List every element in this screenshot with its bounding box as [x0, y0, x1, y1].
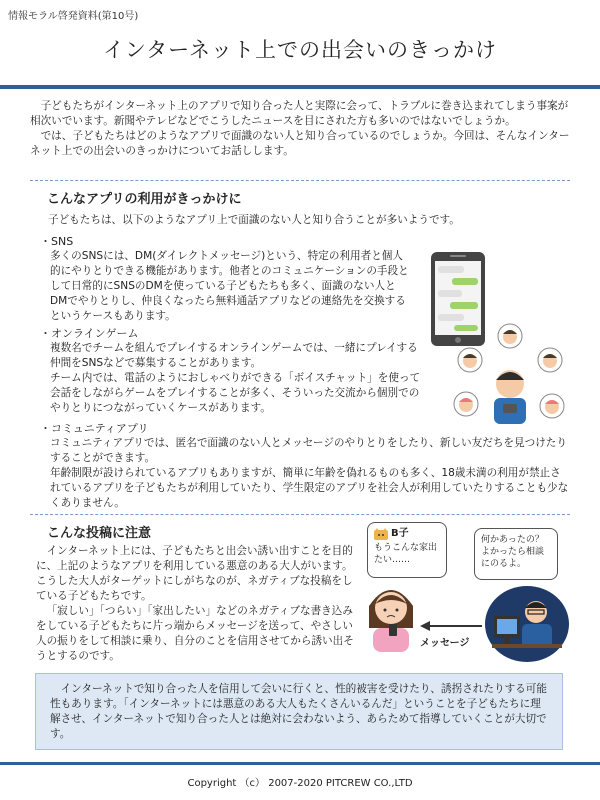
title-divider — [0, 85, 600, 89]
girl-with-phone-icon — [363, 580, 419, 652]
online-game-paragraph-2: チーム内では、電話のようにおしゃべりができる「ボイスチャット」を使って会話をしながらゲームをプレイすることが多く、そういった交流から個別でのやりとりにつながっていくケースがあります。 — [50, 372, 421, 414]
message-arrow-icon — [418, 620, 484, 632]
man-at-computer-icon — [484, 582, 570, 664]
bullet-community-app: ・コミュニティアプリ — [40, 422, 149, 435]
sns-description — [50, 249, 412, 324]
posts-paragraph-1: インターネット上には、子どもたちと出会い誘い出すことを目的に、上記のようなアプリを利用している悪意のある大人がいます。こうした大人がターゲットにしがちなのが、ネガティブな投稿をしている子どもたちです。 — [36, 545, 353, 602]
online-game-description — [50, 341, 428, 416]
posts-paragraph-2: 「寂しい」「つらい」「家出したい」などのネガティブな書き込みをしている子どもたちに片っ端からメッセージを送って、やさしい人の振りをして相談に乗り、自分のことを信用させてから誘い出そうとするのです。 — [36, 605, 354, 662]
bullet-sns: ・SNS — [40, 235, 74, 248]
community-app-paragraph-2: 年齢制限が設けられているアプリもありますが、簡単に年齢を偽れるものも多く、18歳未満の利用が禁止されているアプリを子どもたちが利用していたり、学生限定のアプリを社会人が利用していたりすることも少なくありません。 — [50, 467, 569, 509]
footer-divider — [0, 762, 600, 765]
message-label: メッセージ — [420, 638, 470, 649]
cat-avatar-icon — [374, 528, 388, 540]
intro-paragraph-2: では、子どもたちはどのようなアプリで面識のない人と知り合っているのでしょうか。今回は、そんなインターネット上での出会いのきっかけについてお話しします。 — [30, 130, 570, 157]
online-game-players-icon — [448, 322, 574, 430]
section-divider — [30, 514, 570, 515]
community-app-paragraph-1: コミュニティアプリでは、匿名で面識のない人とメッセージのやりとりをしたり、新しい友だちを見つけたりすることができます。 — [50, 437, 567, 464]
intro-text — [30, 99, 570, 159]
reply-callout: 何かあったの？よかったら相談にのるよ。 — [474, 528, 558, 580]
section-lead: 子どもたちは、以下のようなアプリ上で面識のない人と知り合うことが多いようです。 — [48, 214, 460, 226]
post-callout — [367, 522, 447, 578]
footer-copyright: Copyright （c） 2007-2020 PITCREW CO.,LTD — [187, 778, 413, 789]
section-heading-apps: こんなアプリの利用がきっかけに — [47, 192, 242, 207]
intro-paragraph-1: 子どもたちがインターネット上のアプリで知り合った人と実際に会って、トラブルに巻き込まれてしまう事案が相次いでいます。新聞やテレビなどでこうしたニュースを目にされた方も多いのではないでしょうか。 — [30, 100, 569, 127]
community-app-description — [50, 436, 570, 511]
sns-paragraph: 多くのSNSには、DM(ダイレクトメッセージ)という、特定の利用者と個人的にやりとりできる機能があります。他者とのコミュニケーションの手段として日常的にSNSのDMを使っている子どもたちも多く、面識のない人とDMでやりとりし、仲良くなったら無料通話アプリなどの連絡先を交換するというケースもあります。 — [50, 250, 409, 322]
section-divider — [30, 180, 570, 181]
posts-text — [36, 544, 354, 664]
note-box — [35, 673, 563, 750]
post-text: もうこんな家出たい…… — [374, 543, 438, 565]
page-title: インターネット上での出会いのきっかけ — [102, 38, 498, 62]
note-text: インターネットで知り合った人を信用して会いに行くと、性的被害を受けたり、誘拐されたりする可能性もあります。「インターネットには悪意のある大人もたくさんいるんだ」ということを子どもたちに理解させ、インターネットで知り合った人とは絶対に会わないよう、あらためて指導していくことが大切です。 — [50, 683, 547, 740]
bullet-online-game: ・オンラインゲーム — [40, 327, 139, 340]
series-label: 情報モラル啓発資料(第10号) — [8, 11, 139, 22]
online-game-paragraph-1: 複数名でチームを組んでプレイするオンラインゲームでは、一緒にプレイする仲間をSNSなどで募集することがあります。 — [50, 342, 418, 369]
section-heading-posts: こんな投稿に注意 — [47, 526, 152, 541]
post-username: B子 — [391, 528, 409, 539]
